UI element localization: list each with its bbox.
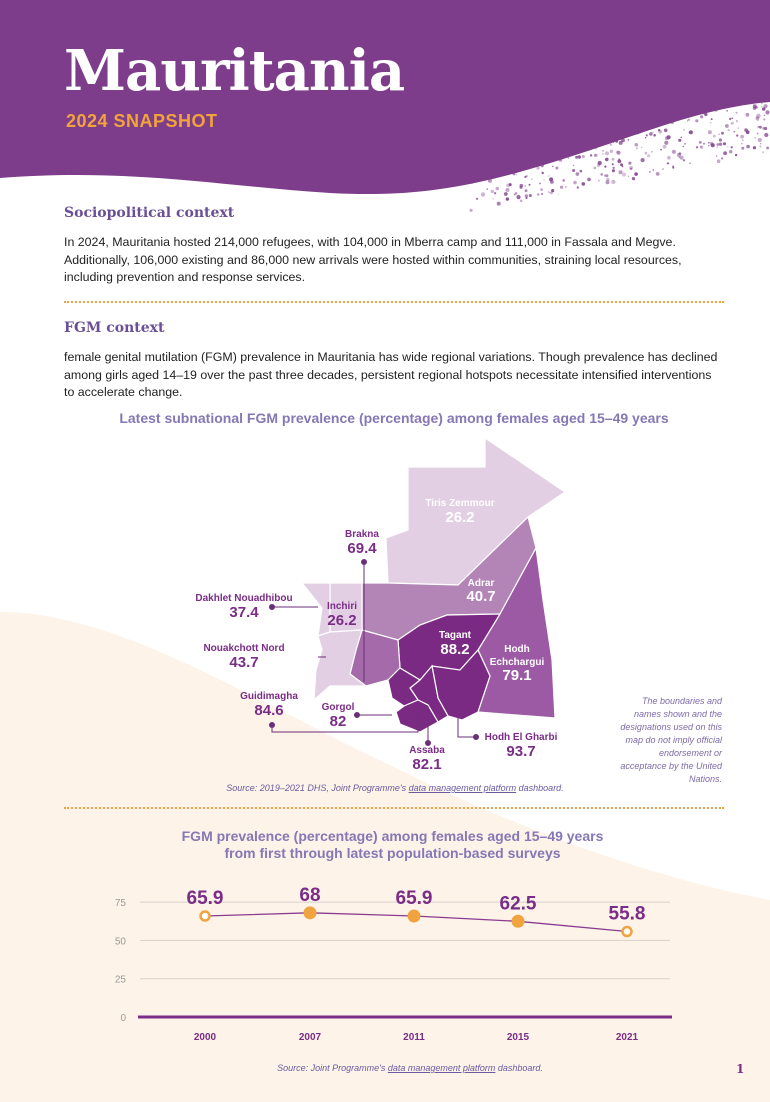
sociopolitical-heading: Sociopolitical context <box>64 205 235 221</box>
data-label: 55.8 <box>608 903 646 925</box>
data-label: 62.5 <box>499 893 537 915</box>
data-label: 68 <box>299 884 321 906</box>
x-tick-label: 2021 <box>615 1032 639 1043</box>
label-name-dakhlet: Dakhlet Nouadhibou <box>195 593 293 604</box>
label-value-hodh-echchargui: 79.1 <box>502 667 532 684</box>
data-point <box>201 912 210 921</box>
label-name-tiris-zemmour: Tiris Zemmour <box>425 498 495 509</box>
map-title: Latest subnational FGM prevalence (percentage) among females aged 15–49 years <box>119 410 669 426</box>
label-value-brakna: 69.4 <box>347 540 377 557</box>
label-name-assaba: Assaba <box>409 745 445 756</box>
x-tick-label: 2007 <box>298 1032 322 1043</box>
label-name-guidimagha: Guidimagha <box>240 691 298 702</box>
region-dakhlet-nouadhibou <box>302 583 330 636</box>
data-point <box>623 927 632 936</box>
page-subtitle: 2024 SNAPSHOT <box>66 111 218 131</box>
label-name-brakna: Brakna <box>345 529 379 540</box>
label-name-adrar: Adrar <box>467 578 495 589</box>
map-disclaimer: The boundaries and names shown and the designations used on this map do not imply official endorsement or acceptance by the United Nations. <box>620 696 722 784</box>
label-value-guidimagha: 84.6 <box>254 702 284 719</box>
label-value-nouakchott: 43.7 <box>229 654 259 671</box>
map-source-link[interactable]: data management platform <box>408 783 517 793</box>
label-name-inchiri: Inchiri <box>326 601 358 612</box>
label-value-dakhlet: 37.4 <box>229 604 259 621</box>
map-source-prefix: Source: 2019–2021 DHS, Joint Programme's <box>226 783 409 793</box>
label-value-assaba: 82.1 <box>412 756 442 773</box>
section-divider-2 <box>64 807 724 809</box>
chart-source-link[interactable]: data management platform <box>387 1063 496 1073</box>
map-source <box>100 783 690 793</box>
data-label: 65.9 <box>186 888 224 910</box>
label-value-tiris-zemmour: 26.2 <box>445 509 475 526</box>
label-value-tagant: 88.2 <box>440 641 470 658</box>
chart-source-suffix: dashboard. <box>495 1063 543 1073</box>
y-tick-label: 75 <box>114 898 126 910</box>
label-name-gorgol: Gorgol <box>321 702 355 713</box>
label-value-inchiri: 26.2 <box>327 612 357 629</box>
data-point <box>512 915 525 928</box>
label-name-hodh-el-gharbi: Hodh El Gharbi <box>484 732 558 743</box>
sociopolitical-text: In 2024, Mauritania hosted 214,000 refugees, with 104,000 in Mberra camp and 111,000 in Fassala and Megve. Additionally, 106,000 existing and 86,000 new arrivals were hosted within communities, straining local resources, including prevention and response services. <box>64 235 682 284</box>
chart-title: FGM prevalence (percentage) among females aged 15–49 years from first through latest population-based surveys <box>181 828 604 861</box>
chart-source-prefix: Source: Joint Programme's <box>277 1063 388 1073</box>
fgm-context-heading: FGM context <box>64 320 165 336</box>
y-tick-label: 25 <box>114 974 126 986</box>
page-title: Mauritania <box>64 38 405 104</box>
data-point <box>304 906 317 919</box>
label-name-tagant: Tagant <box>438 630 472 641</box>
label-value-gorgol: 82 <box>329 713 347 730</box>
x-tick-label: 2011 <box>403 1032 425 1043</box>
map-source-suffix: dashboard. <box>516 783 564 793</box>
label-value-hodh-el-gharbi: 93.7 <box>506 743 536 760</box>
y-tick-label: 0 <box>120 1013 126 1024</box>
label-name-nouakchott: Nouakchott Nord <box>203 643 285 654</box>
label-name-hodh-e-1: Hodh <box>504 644 530 655</box>
chart-source <box>150 1063 670 1073</box>
data-point <box>408 910 421 923</box>
section-divider <box>64 301 724 303</box>
trend-line-chart <box>0 870 770 1045</box>
label-name-hodh-e-2: Echchargui <box>489 657 545 668</box>
fgm-context-text: female genital mutilation (FGM) prevalence in Mauritania has wide regional variations. Though prevalence has declined among girls aged 14–19 over the past three decades, persistent regional hotspots necessitate intensified interventions to accelerate change. <box>64 350 718 399</box>
y-tick-label: 50 <box>114 936 126 948</box>
data-label: 65.9 <box>395 888 433 910</box>
label-value-adrar: 40.7 <box>466 588 496 605</box>
x-tick-label: 2015 <box>506 1032 530 1043</box>
page-number: 1 <box>736 1062 745 1076</box>
x-tick-label: 2000 <box>193 1032 217 1043</box>
